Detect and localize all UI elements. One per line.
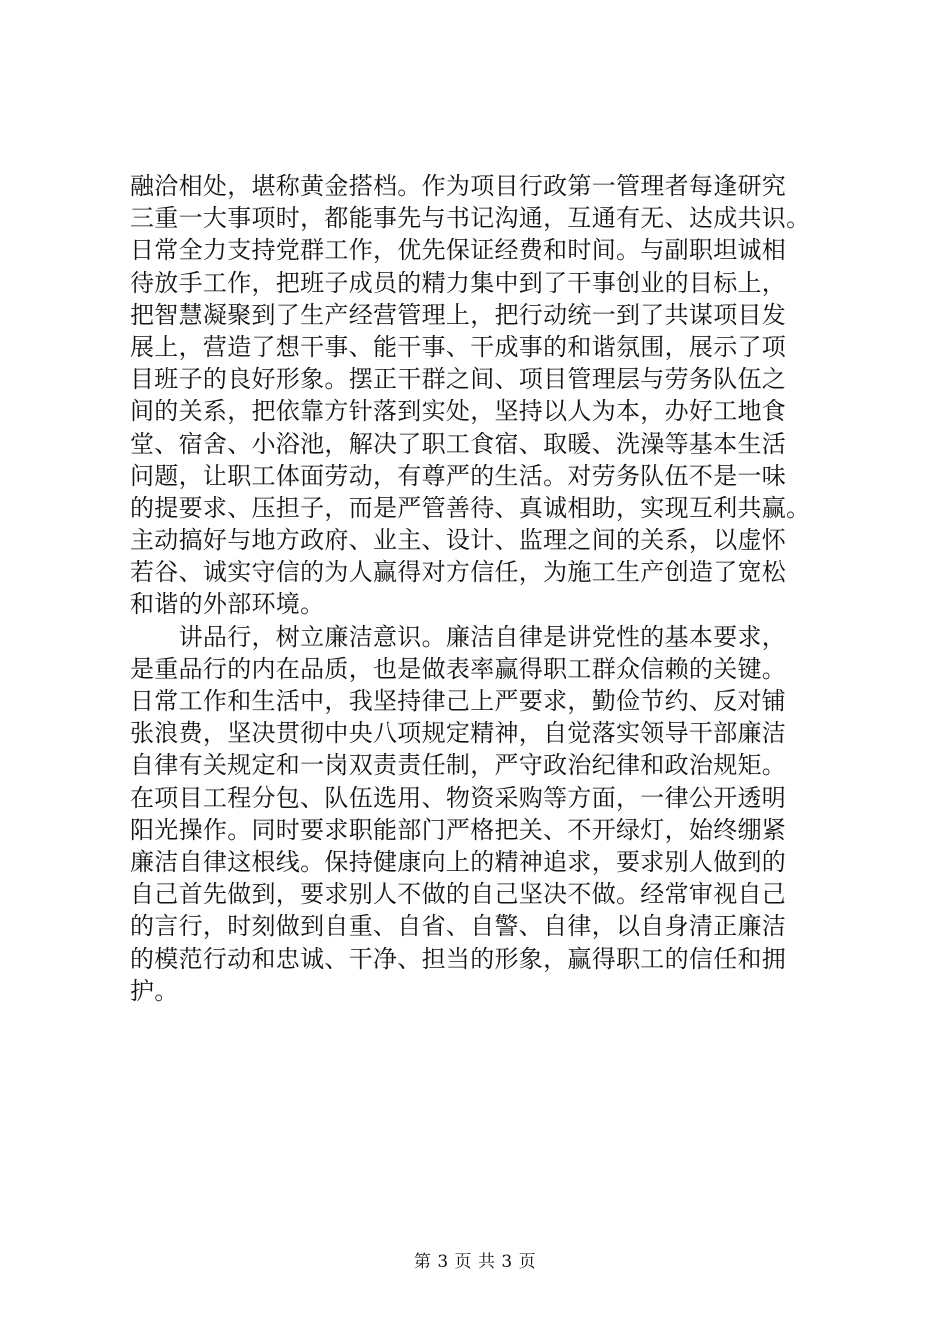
text-line: 展上，营造了想干事、能干事、干成事的和谐氛围，展示了项 [130,332,787,361]
text-line: 护。 [130,976,179,1005]
text-line: 张浪费，坚决贯彻中央八项规定精神，自觉落实领导干部廉洁 [130,719,787,748]
text-line: 若谷、诚实守信的为人赢得对方信任，为施工生产创造了宽松 [130,558,787,587]
text-line: 自律有关规定和一岗双责责任制，严守政治纪律和政治规矩。 [130,751,787,780]
text-line: 日常全力支持党群工作，优先保证经费和时间。与副职坦诚相 [130,236,787,265]
text-line: 讲品行，树立廉洁意识。廉洁自律是讲党性的基本要求， [130,622,787,651]
text-line: 堂、宿舍、小浴池，解决了职工食宿、取暖、洗澡等基本生活 [130,429,787,458]
text-line: 是重品行的内在品质，也是做表率赢得职工群众信赖的关键。 [130,654,787,683]
text-line: 的言行，时刻做到自重、自省、自警、自律，以自身清正廉洁 [130,912,787,941]
text-line: 主动搞好与地方政府、业主、设计、监理之间的关系，以虚怀 [130,526,787,555]
text-line: 廉洁自律这根线。保持健康向上的精神追求，要求别人做到的 [130,847,787,876]
page-number-footer: 第 3 页 共 3 页 [413,1252,537,1272]
text-line: 间的关系，把依靠方针落到实处，坚持以人为本，办好工地食 [130,397,787,426]
text-line: 三重一大事项时，都能事先与书记沟通，互通有无、达成共识。 [130,204,811,233]
text-line: 的模范行动和忠诚、干净、担当的形象，赢得职工的信任和拥 [130,944,787,973]
document-body [130,170,842,1007]
text-line: 目班子的良好形象。摆正干群之间、项目管理层与劳务队伍之 [130,365,787,394]
text-line: 阳光操作。同时要求职能部门严格把关、不开绿灯，始终绷紧 [130,815,787,844]
text-line: 融洽相处，堪称黄金搭档。作为项目行政第一管理者每逢研究 [130,172,787,200]
text-line: 日常工作和生活中，我坚持律己上严要求，勤俭节约、反对铺 [130,687,787,715]
text-line: 和谐的外部环境。 [130,590,325,619]
text-line: 自己首先做到，要求别人不做的自己坚决不做。经常审视自己 [130,880,787,909]
text-line: 把智慧凝聚到了生产经营管理上，把行动统一到了共谋项目发 [130,300,787,329]
text-line: 待放手工作，把班子成员的精力集中到了干事创业的目标上， [130,268,787,297]
text-line: 的提要求、压担子，而是严管善待、真诚相助，实现互利共赢。 [130,493,811,522]
text-line: 在项目工程分包、队伍选用、物资采购等方面，一律公开透明 [130,783,787,812]
text-line: 问题，让职工体面劳动，有尊严的生活。对劳务队伍不是一味 [130,461,787,490]
